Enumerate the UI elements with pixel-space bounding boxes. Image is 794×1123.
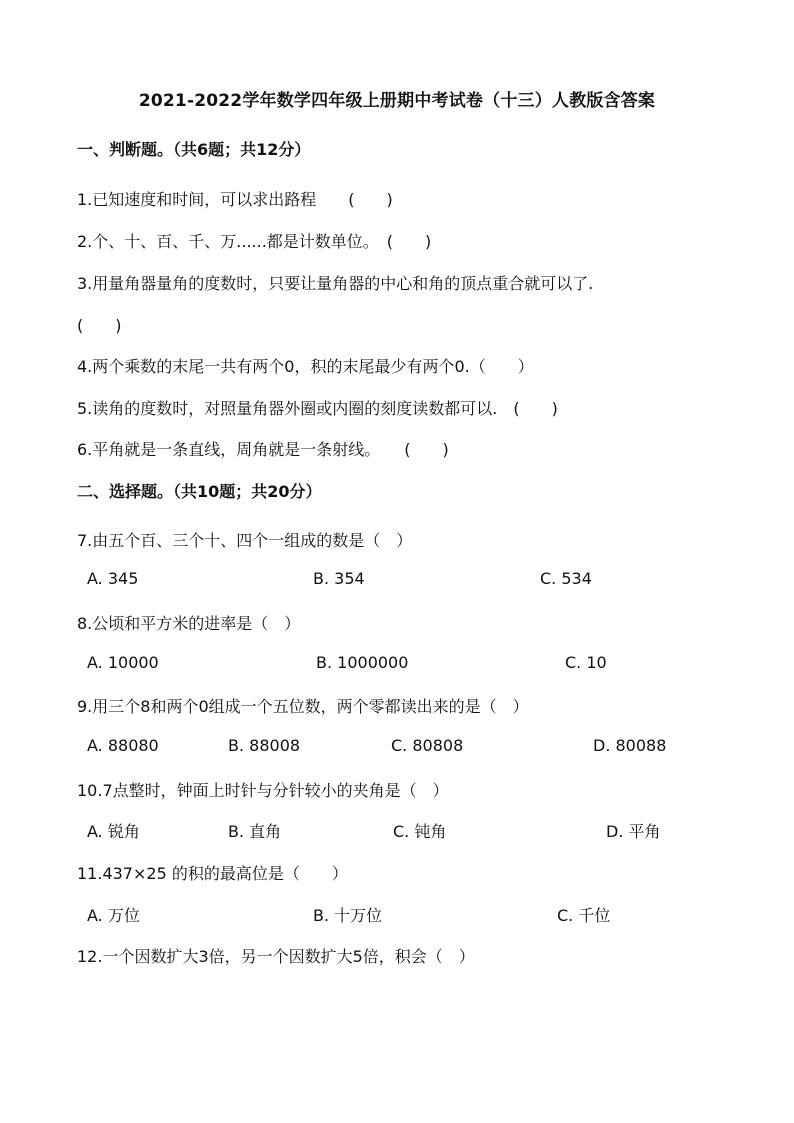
question-8-option-c: C. 10 (565, 653, 607, 672)
question-11-option-c: C. 千位 (557, 906, 611, 925)
question-7-option-a: A. 345 (87, 569, 139, 588)
question-8-option-a: A. 10000 (87, 653, 159, 672)
section-choice-heading: 二、选择题。（共10题；共20分） (77, 482, 322, 501)
question-9-option-a: A. 88080 (87, 736, 159, 755)
question-10-option-c: C. 钝角 (393, 822, 447, 841)
question-3: 3.用量角器量角的度数时，只要让量角器的中心和角的顶点重合就可以了. (77, 274, 594, 293)
question-8: 8.公顷和平方米的进率是（ ） (77, 614, 301, 633)
question-10-option-d: D. 平角 (606, 822, 661, 841)
question-12: 12.一个因数扩大3倍，另一个因数扩大5倍，积会（ ） (77, 947, 475, 966)
question-9-option-b: B. 88008 (228, 736, 301, 755)
question-9-option-c: C. 80808 (391, 736, 464, 755)
question-7-option-b: B. 354 (313, 569, 365, 588)
question-7-option-c: C. 534 (540, 569, 592, 588)
question-11: 11.437×25 的积的最高位是（ ） (77, 864, 348, 883)
question-1: 1.已知速度和时间，可以求出路程 ( ) (77, 190, 393, 209)
question-11-option-a: A. 万位 (87, 906, 140, 925)
question-8-option-b: B. 1000000 (316, 653, 409, 672)
question-2: 2.个、十、百、千、万......都是计数单位。 ( ) (77, 232, 432, 251)
question-11-option-b: B. 十万位 (313, 906, 383, 925)
question-10: 10.7点整时，钟面上时针与分针较小的夹角是（ ） (77, 781, 449, 800)
question-6: 6.平角就是一条直线，周角就是一条射线。 ( ) (77, 440, 449, 459)
question-4: 4.两个乘数的末尾一共有两个0，积的末尾最少有两个0.（ ） (77, 357, 534, 376)
question-10-option-b: B. 直角 (228, 822, 282, 841)
question-7: 7.由五个百、三个十、四个一组成的数是（ ） (77, 531, 413, 550)
question-9: 9.用三个8和两个0组成一个五位数，两个零都读出来的是（ ） (77, 697, 529, 716)
question-5: 5.读角的度数时，对照量角器外圈或内圈的刻度读数都可以. ( ) (77, 399, 558, 418)
question-9-option-d: D. 80088 (593, 736, 667, 755)
exam-title: 2021-2022学年数学四年级上册期中考试卷（十三）人教版含答案 (138, 91, 656, 111)
question-3-answer-blank: ( ) (77, 316, 122, 335)
question-10-option-a: A. 锐角 (87, 822, 140, 841)
section-judgement-heading: 一、判断题。（共6题；共12分） (77, 140, 311, 159)
